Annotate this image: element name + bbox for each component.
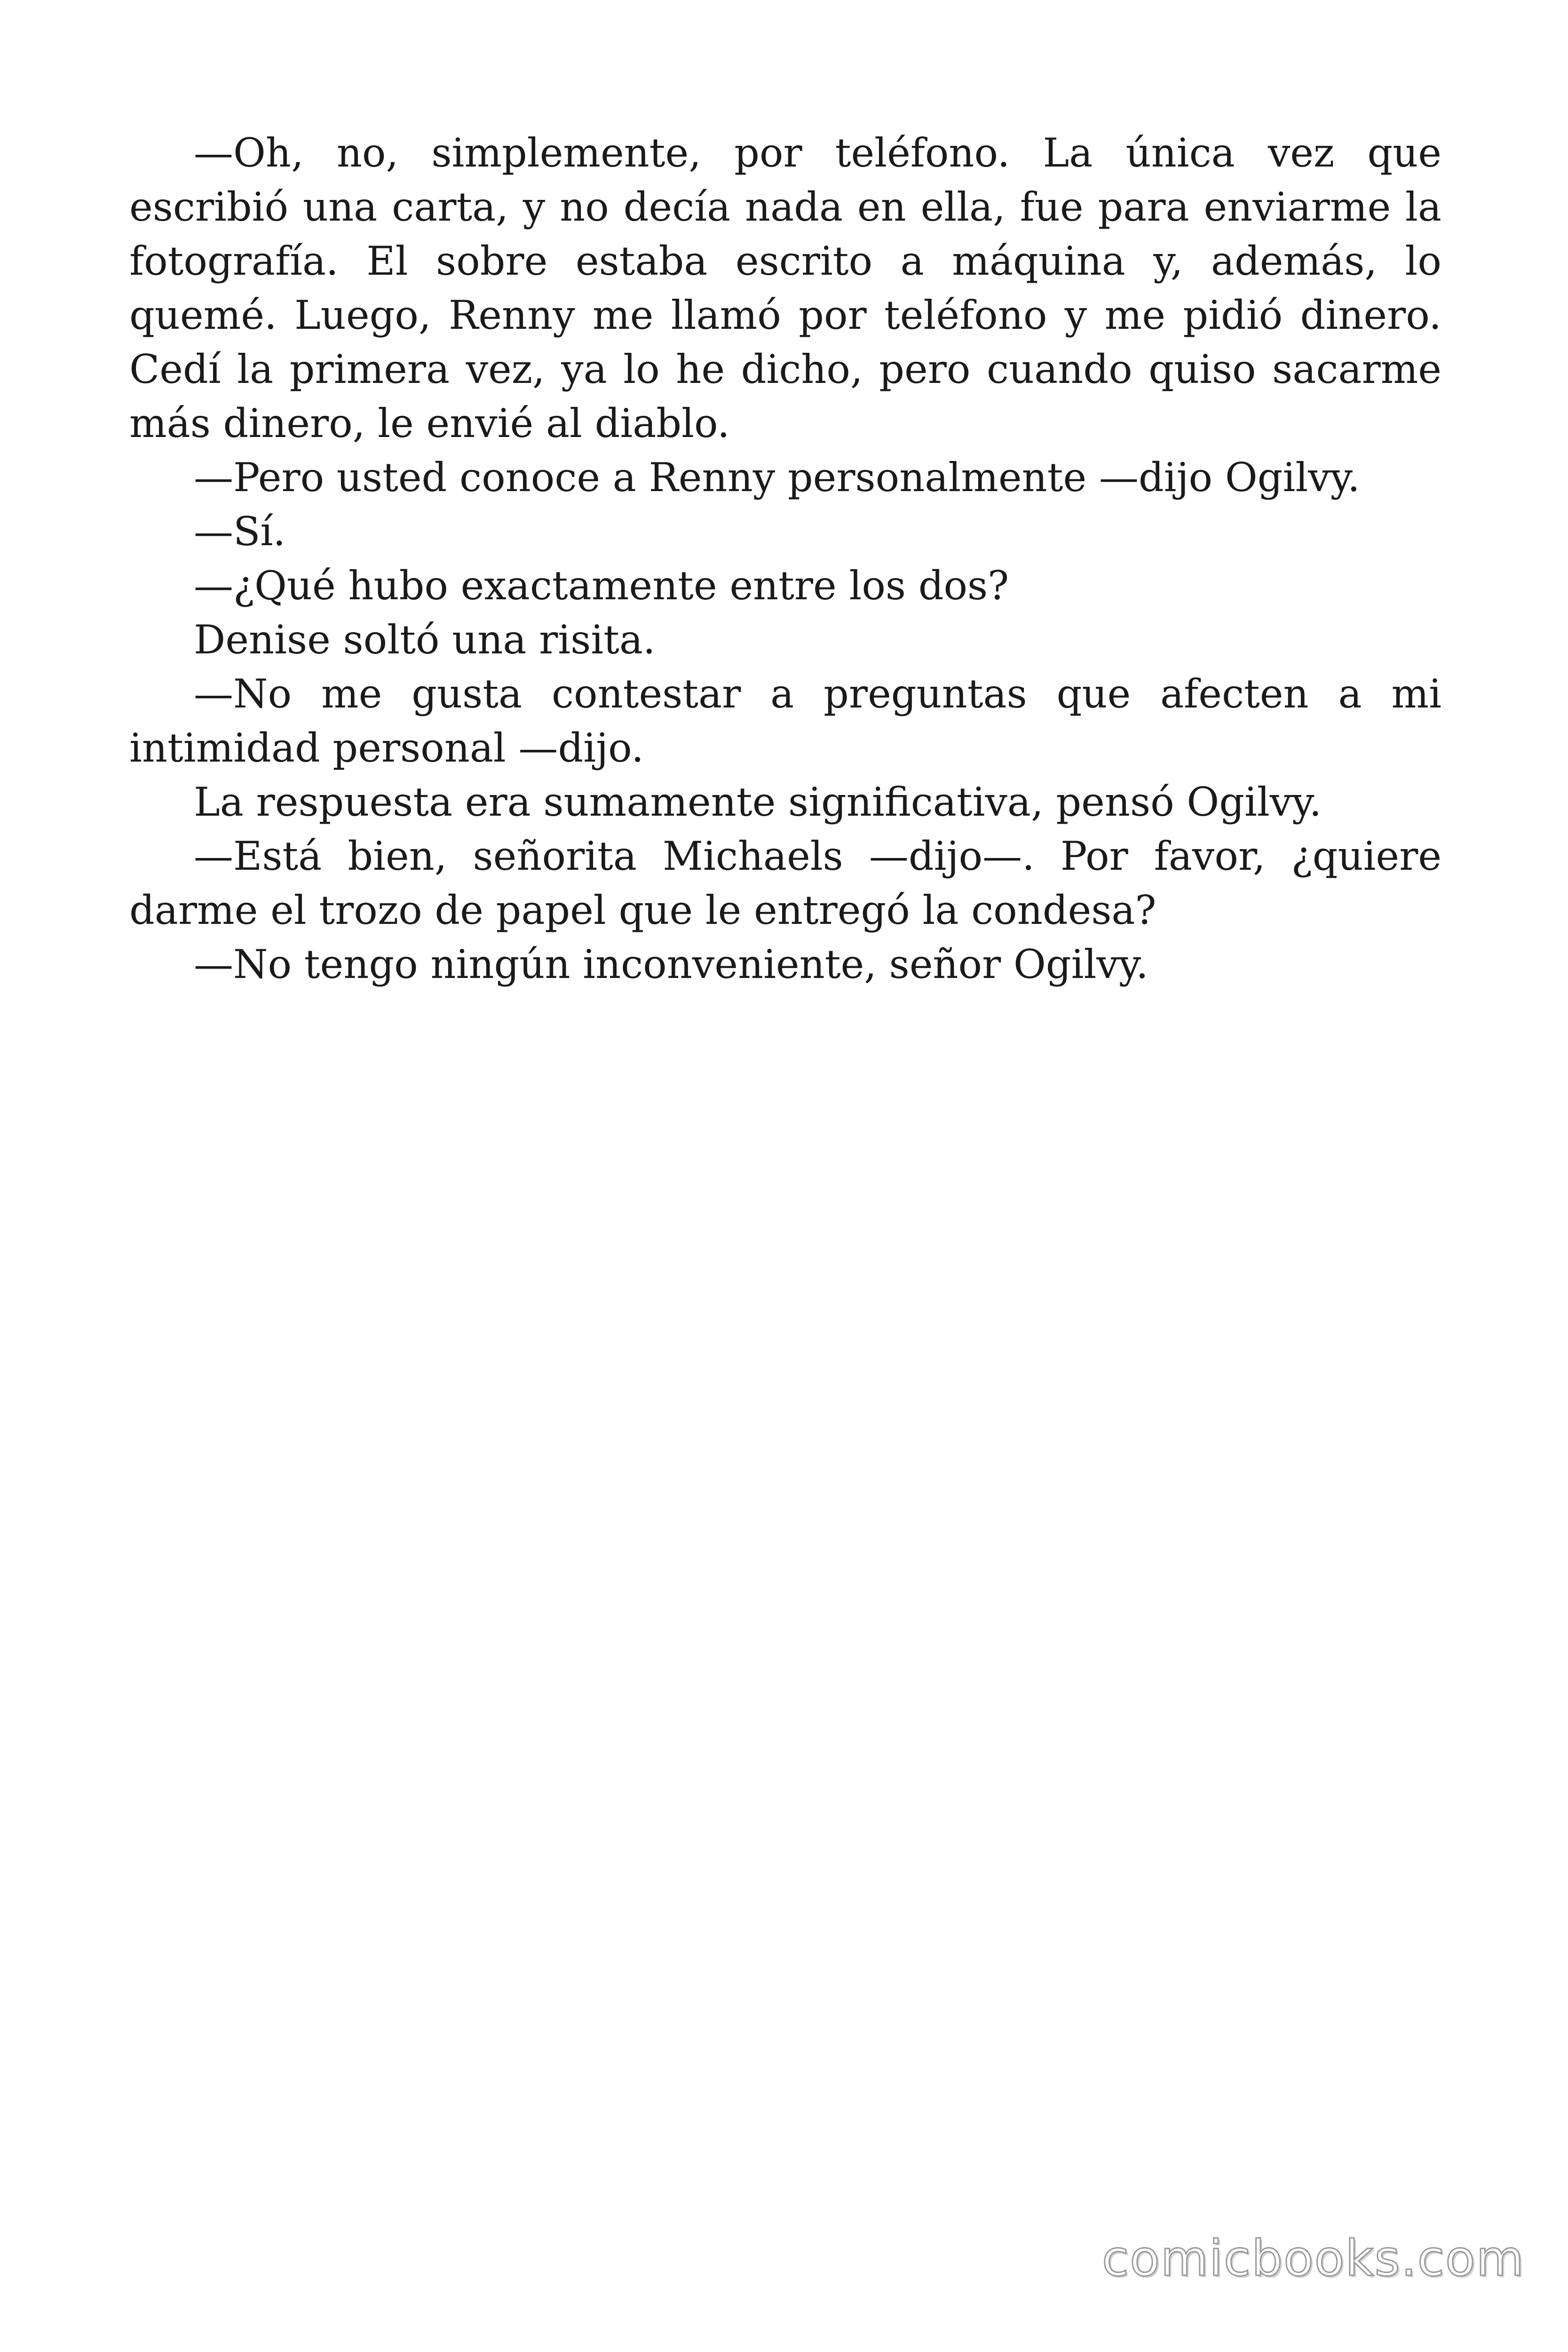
paragraph: La respuesta era sumamente significativa, pensó Ogilvy. xyxy=(194,779,1322,825)
paragraph: —No tengo ningún inconveniente, señor Ogilvy. xyxy=(194,941,1148,987)
body-text xyxy=(129,126,1441,992)
paragraph: —Sí. xyxy=(194,509,286,555)
paragraph: —No me gusta contestar a preguntas que afecten a mi intimidad personal —dijo. xyxy=(129,671,1441,771)
paragraph: —Está bien, señorita Michaels —dijo—. Por favor, ¿quiere darme el trozo de papel que le entregó la condesa? xyxy=(129,833,1441,933)
paragraph: Denise soltó una risita. xyxy=(194,617,656,663)
watermark-logo: comicbooks.com xyxy=(1101,2230,1525,2287)
paragraph: —Pero usted conoce a Renny personalmente —dijo Ogilvy. xyxy=(194,454,1360,501)
paragraph: —Oh, no, simplemente, por teléfono. La única vez que escribió una carta, y no decía nada en ella, fue para enviarme la fotografía. El sobre estaba escrito a máquina y, además, lo quemé. Luego, Renny me llamó por teléfono y me pidió dinero. Cedí la primera vez, ya lo he dicho, pero cuando quiso sacarme más dinero, le envié al diablo. xyxy=(129,130,1441,446)
paragraph: —¿Qué hubo exactamente entre los dos? xyxy=(194,563,1009,609)
